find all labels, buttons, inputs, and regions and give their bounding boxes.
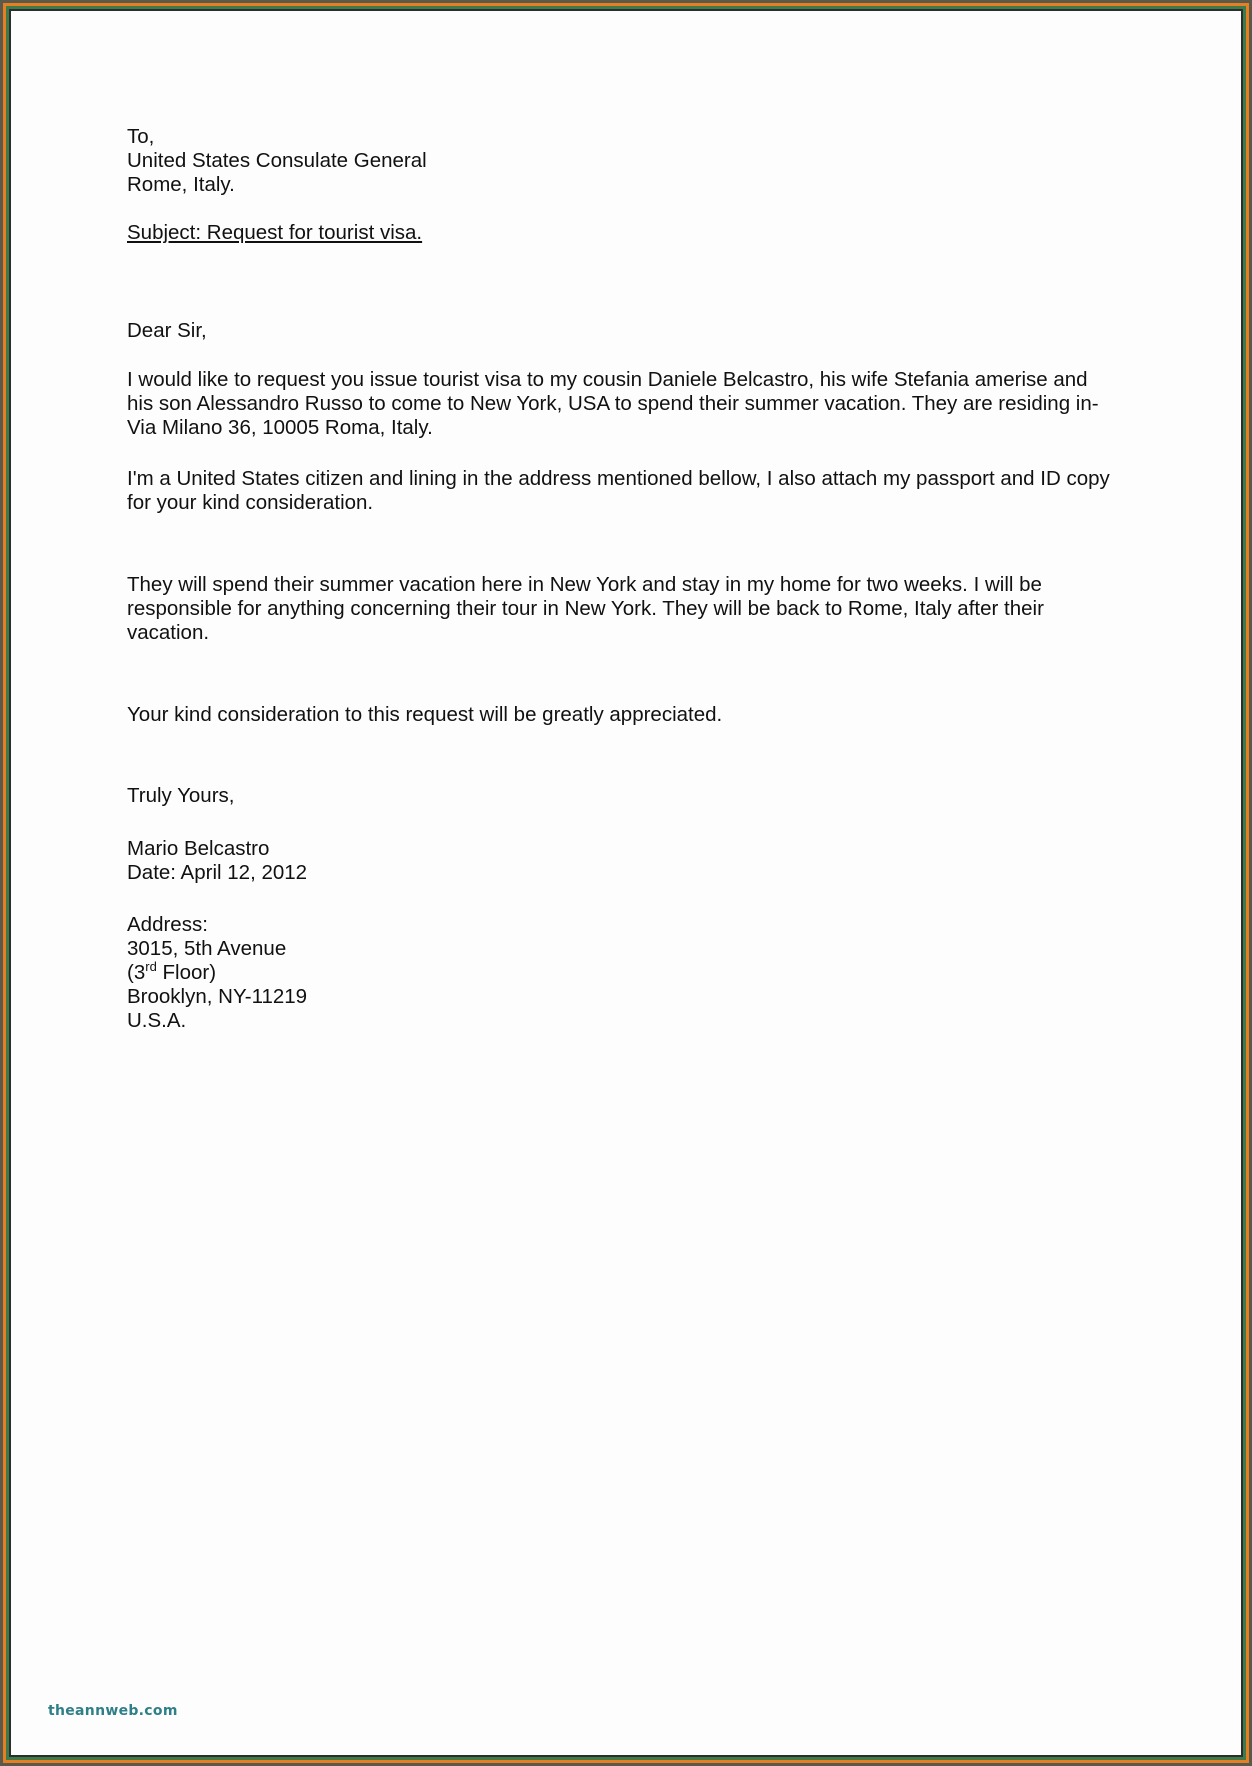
paragraph-4-line-1: Your kind consideration to this request will be greatly appreciated.: [127, 703, 723, 726]
paragraph-2-line-1: I'm a United States citizen and lining in the address mentioned bellow, I also attach my passport and ID copy: [127, 467, 1110, 490]
recipient-line-1: United States Consulate General: [127, 149, 427, 172]
paragraph-1: [127, 368, 1127, 440]
address-city: Brooklyn, NY-11219: [127, 985, 308, 1008]
address-block: [127, 913, 1127, 1033]
address-floor: [127, 961, 1127, 985]
paragraph-2: [127, 467, 1127, 515]
watermark-text: theannweb.com: [48, 1703, 178, 1719]
paragraph-3-line-1: They will spend their summer vacation here in New York and stay in my home for two weeks. I will be: [127, 573, 1042, 596]
letter-body: [127, 125, 1127, 1033]
signature-name: Mario Belcastro: [127, 837, 270, 860]
address-label: Address:: [127, 913, 208, 936]
address-street: 3015, 5th Avenue: [127, 937, 287, 960]
recipient-line-2: Rome, Italy.: [127, 173, 235, 196]
address-country: U.S.A.: [127, 1009, 187, 1032]
signature-date: Date: April 12, 2012: [127, 861, 308, 884]
recipient-salutation: To,: [127, 125, 155, 148]
subject-text: Subject: Request for tourist visa.: [127, 221, 423, 244]
paragraph-3: [127, 573, 1127, 645]
address-floor-suffix: Floor): [156, 961, 217, 984]
signature-block: [127, 837, 1127, 885]
recipient-block: [127, 125, 1127, 197]
paragraph-1-line-3: Via Milano 36, 10005 Roma, Italy.: [127, 416, 433, 439]
greeting: Dear Sir,: [127, 319, 207, 342]
paragraph-3-line-3: vacation.: [127, 621, 210, 644]
paragraph-4: [127, 703, 1127, 727]
closing: Truly Yours,: [127, 784, 235, 807]
paragraph-3-line-2: responsible for anything concerning their tour in New York. They will be back to Rome, Italy after their: [127, 597, 1044, 620]
address-floor-prefix: (3: [127, 961, 146, 984]
paragraph-2-line-2: for your kind consideration.: [127, 491, 374, 514]
paragraph-1-line-1: I would like to request you issue tourist visa to my cousin Daniele Belcastro, his wife Stefania amerise and: [127, 368, 1088, 391]
paragraph-1-line-2: his son Alessandro Russo to come to New York, USA to spend their summer vacation. They are residing in-: [127, 392, 1099, 415]
address-floor-superscript: rd: [145, 959, 157, 975]
subject-line: [127, 221, 1127, 245]
